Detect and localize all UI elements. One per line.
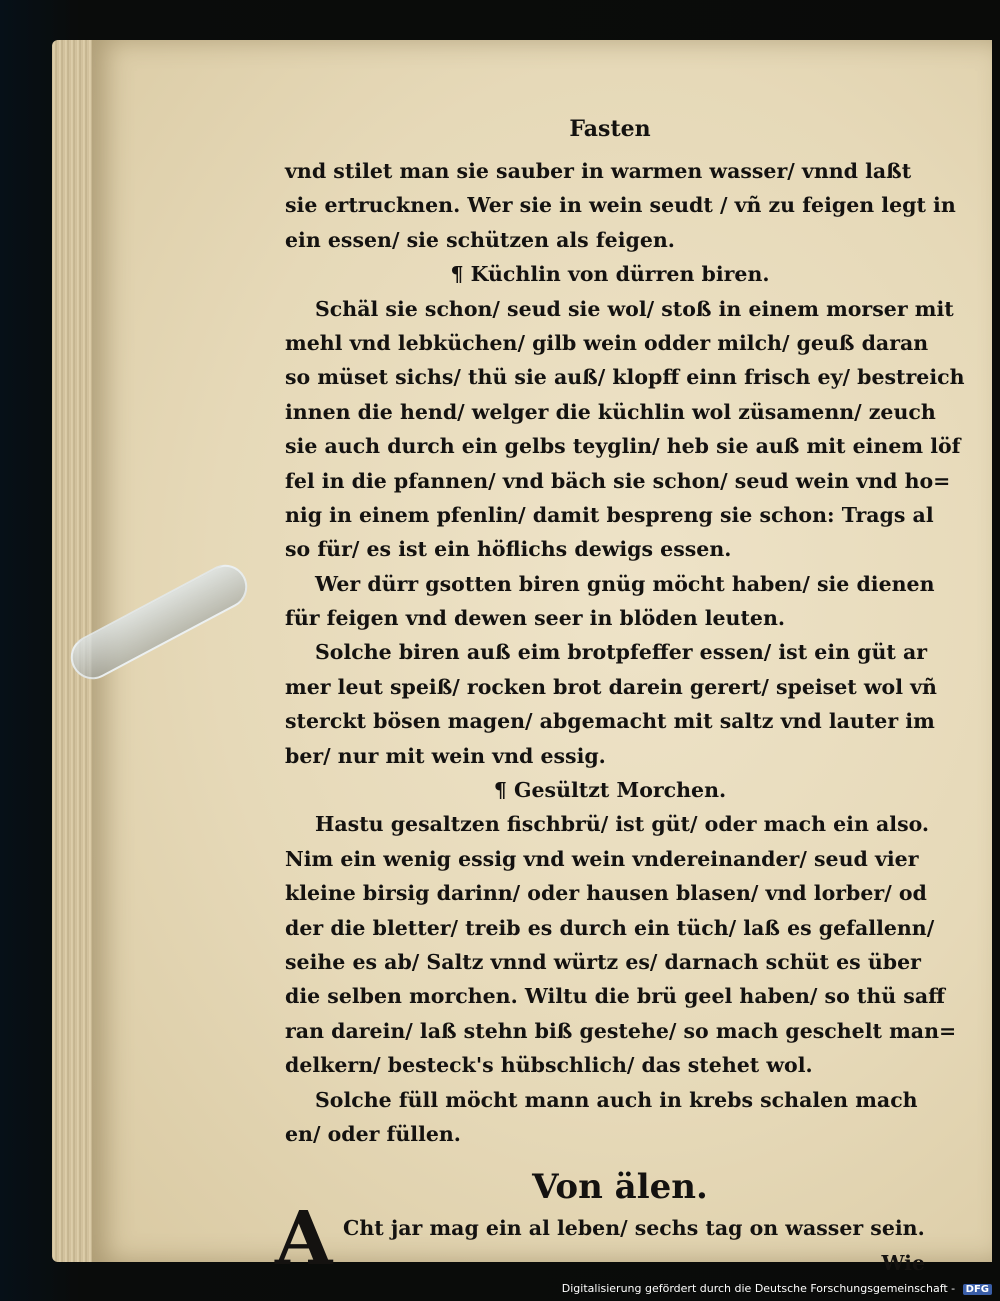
text-line: vnd stilet man sie sauber in warmen wasser/ vnnd laßt <box>285 159 912 183</box>
text-line: Schäl sie schon/ seud sie wol/ stoß in einem morser mit <box>315 296 954 321</box>
paragraph-3 <box>285 567 935 636</box>
text-line: so müset sichs/ thü sie auß/ klopff einn frisch ey/ bestreich <box>285 365 965 390</box>
section-heading: ¶ Gesültzt Morchen. <box>493 778 727 803</box>
text-line: Wer dürr gsotten biren gnüg möcht haben/ sie dienen <box>315 571 935 596</box>
paragraph-5 <box>285 807 957 1082</box>
text-line: nig in einem pfenlin/ damit bespreng sie schon: Trags al <box>285 502 934 527</box>
text-line: delkern/ besteck's hübschlich/ das stehet wol. <box>285 1053 813 1078</box>
catchword: Wie <box>881 1250 925 1275</box>
text-line: mer leut speiß/ rocken brot darein gerert/ speiset wol vñ <box>285 674 937 699</box>
paragraph-1 <box>285 154 956 257</box>
text-line: ran darein/ laß stehn biß gestehe/ so mach geschelt man= <box>285 1018 957 1043</box>
text-line: seihe es ab/ Saltz vnnd würtz es/ darnach schüt es über <box>285 949 921 974</box>
text-line: sterckt bösen magen/ abgemacht mit saltz vnd lauter im <box>285 709 935 734</box>
credit-text: Digitalisierung gefördert durch die Deutsche Forschungsgemeinschaft - <box>561 1282 956 1295</box>
text-line: kleine birsig darinn/ oder hausen blasen/ vnd lorber/ od <box>285 881 927 906</box>
chapter-heading: Von älen. <box>532 1167 708 1208</box>
text-line: sie ertrucknen. Wer sie in wein seudt / vñ zu feigen legt in <box>285 193 956 218</box>
text-line: sie auch durch ein gelbs teyglin/ heb sie auß mit einem löf <box>285 434 961 459</box>
running-head: Fasten <box>569 116 651 142</box>
text-line: Hastu gesaltzen fischbrü/ ist güt/ oder mach ein also. <box>315 812 930 837</box>
text-line: Solche biren auß eim brotpfeffer essen/ ist ein güt ar <box>315 640 928 665</box>
text-line: ber/ nur mit wein vnd essig. <box>285 743 606 768</box>
text-line: für feigen vnd dewen seer in blöden leuten. <box>285 606 786 631</box>
digitization-credit <box>562 1282 992 1295</box>
paragraph-4 <box>285 635 935 773</box>
text-block <box>275 112 965 1283</box>
text-line: die selben morchen. Wiltu die brü geel haben/ so thü saff <box>285 984 945 1009</box>
section-heading: ¶ Küchlin von dürren biren. <box>450 262 770 287</box>
text-line: en/ oder füllen. <box>285 1121 461 1146</box>
text-line: der die bletter/ treib es durch ein tüch/ laß es gefallenn/ <box>285 915 935 940</box>
text-line: Nim ein wenig essig vnd wein vndereinander/ seud vier <box>285 846 919 871</box>
text-line: Solche füll möcht mann auch in krebs schalen mach <box>315 1087 918 1112</box>
paragraph-2 <box>285 292 965 567</box>
text-line: innen die hend/ welger die küchlin wol züsamenn/ zeuch <box>285 399 936 424</box>
text-line: so für/ es ist ein höflichs dewigs essen. <box>285 537 732 562</box>
text-line: ein essen/ sie schützen als feigen. <box>285 227 675 252</box>
glass-clip <box>63 557 255 687</box>
dfg-logo: DFG <box>963 1284 992 1295</box>
text-line: mehl vnd lebküchen/ gilb wein odder milch/ geuß daran <box>285 330 929 355</box>
text-line: Cht jar mag ein al leben/ sechs tag on wasser sein. <box>343 1216 925 1241</box>
decorated-initial: A <box>275 1196 333 1283</box>
text-line: fel in die pfannen/ vnd bäch sie schon/ seud wein vnd ho= <box>285 468 951 493</box>
paragraph-6 <box>285 1083 935 1152</box>
